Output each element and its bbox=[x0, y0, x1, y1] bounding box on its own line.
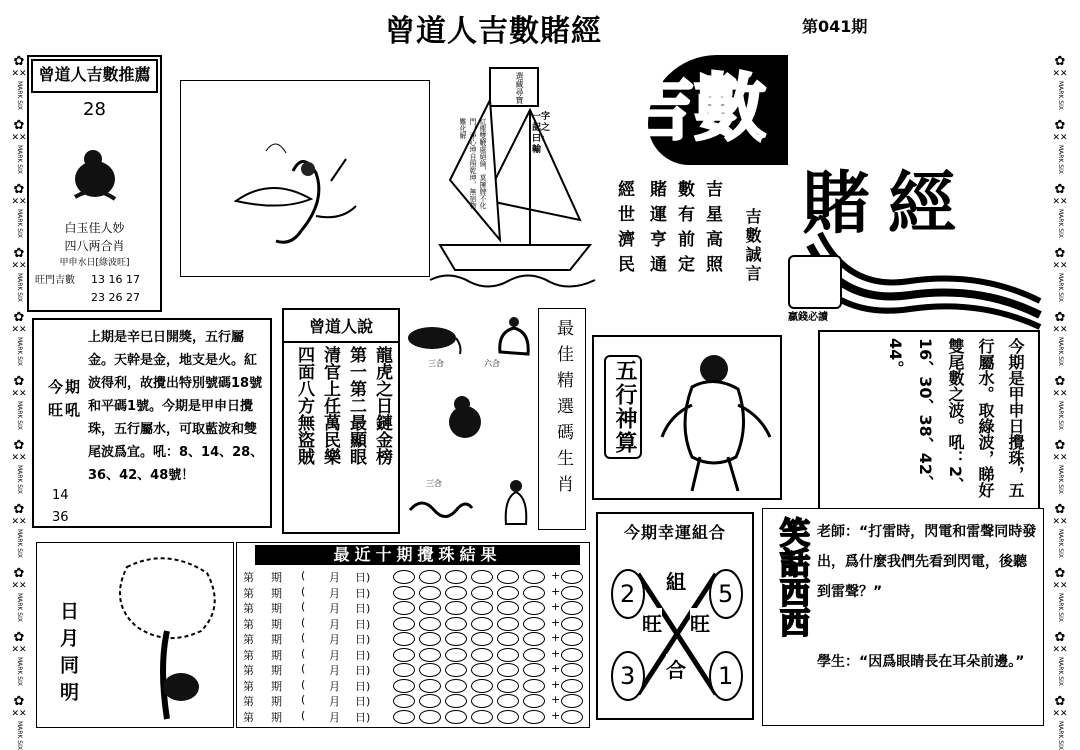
mark-six-text: MARK SIX bbox=[16, 656, 23, 686]
flower-icon: ✿ bbox=[13, 501, 25, 517]
wuxing-title: 五行神算 bbox=[604, 355, 642, 459]
result-cell: 月 bbox=[329, 695, 340, 708]
strip-unit bbox=[9, 439, 29, 494]
ball-slot bbox=[497, 570, 519, 584]
ball-slot bbox=[393, 679, 415, 693]
mark-glyph: ✕✕ bbox=[1052, 580, 1068, 591]
logo-word-2: 賭經 bbox=[802, 165, 975, 244]
deity-illustration bbox=[652, 345, 778, 495]
combo-n-bl: 3 bbox=[620, 662, 636, 690]
combo-c-right: 旺 bbox=[690, 608, 710, 637]
ball-slot bbox=[523, 586, 545, 600]
right-decor-strip bbox=[1050, 54, 1070, 750]
ball-slot bbox=[445, 601, 467, 615]
result-cell: 期 bbox=[271, 617, 282, 631]
ball-slot bbox=[497, 617, 519, 631]
joke-teacher: 老師：“打雷時，閃電和雷聲同時發出，爲什麼我們先看到閃電，後聽到雷聲？” bbox=[817, 524, 1037, 600]
ball-slot bbox=[471, 617, 493, 631]
flower-icon: ✿ bbox=[1054, 501, 1066, 517]
slogan-col-2: 數有前定 bbox=[674, 180, 694, 280]
mermaid-illustration bbox=[181, 81, 427, 274]
ball-slot bbox=[523, 679, 545, 693]
flower-icon: ✿ bbox=[13, 629, 25, 645]
zodiac-label-2: 六合 bbox=[484, 359, 500, 368]
mark-glyph: ✕✕ bbox=[11, 452, 27, 463]
mark-six-text: MARK SIX bbox=[1057, 272, 1064, 302]
ball-slot bbox=[419, 617, 441, 631]
ball-slot bbox=[523, 663, 545, 677]
recommend-box bbox=[27, 55, 162, 312]
special-ball-slot bbox=[561, 663, 583, 677]
strip-unit bbox=[1050, 311, 1070, 366]
strip-unit bbox=[1050, 695, 1070, 750]
mark-six-text: MARK SIX bbox=[16, 400, 23, 430]
page-title: 曾道人吉數賭經 bbox=[385, 14, 602, 49]
mark-six-text: MARK SIX bbox=[16, 336, 23, 366]
today-box bbox=[818, 330, 1040, 512]
mark-six-text: MARK SIX bbox=[16, 144, 23, 174]
result-cell: 日) bbox=[355, 571, 371, 584]
ball-slot bbox=[445, 679, 467, 693]
mark-six-text: MARK SIX bbox=[16, 272, 23, 302]
mark-six-text: MARK SIX bbox=[1057, 400, 1064, 430]
sunmoon-text: 日月同明 bbox=[57, 601, 79, 709]
results-box bbox=[236, 542, 590, 728]
result-cell: 月 bbox=[329, 633, 340, 646]
ball-slot bbox=[471, 710, 493, 724]
lucky-row-2: 23 26 27 bbox=[91, 291, 140, 304]
ball-slot bbox=[497, 632, 519, 646]
ball-slot bbox=[471, 632, 493, 646]
ball-slot bbox=[445, 632, 467, 646]
mark-glyph: ✕✕ bbox=[11, 516, 27, 527]
ball-slot bbox=[523, 632, 545, 646]
strip-unit bbox=[1050, 439, 1070, 494]
sail-flag: 選藏尋寶 bbox=[515, 72, 524, 104]
shuo-col-2: 第一第二最顯眼 bbox=[346, 346, 366, 465]
sail-caption: 一字記之曰：輸 bbox=[532, 112, 551, 155]
ball-slot bbox=[419, 663, 441, 677]
mark-glyph: ✕✕ bbox=[11, 69, 27, 79]
flower-icon: ✿ bbox=[1054, 245, 1066, 261]
result-cell: 日) bbox=[355, 664, 371, 677]
strip-unit bbox=[9, 247, 29, 302]
flower-icon: ✿ bbox=[13, 54, 25, 69]
special-ball-slot bbox=[561, 694, 583, 708]
sunmoon-box bbox=[36, 542, 234, 728]
result-cell: 日) bbox=[355, 586, 371, 600]
result-cell: 月 bbox=[329, 571, 340, 584]
mark-six-text: MARK SIX bbox=[1057, 81, 1064, 110]
ball-slot bbox=[523, 617, 545, 631]
result-cell: 月 bbox=[329, 617, 340, 631]
dragon-illustration bbox=[408, 494, 474, 524]
combo-title: 今期幸運組合 bbox=[623, 523, 726, 542]
ball-slot bbox=[497, 648, 519, 662]
joke-box bbox=[762, 508, 1044, 726]
rat-illustration bbox=[402, 320, 464, 356]
rooster-illustration bbox=[492, 312, 536, 358]
result-cell: ( bbox=[301, 615, 306, 629]
ball-slot bbox=[497, 710, 519, 724]
result-cell: ( bbox=[301, 708, 306, 722]
ball-slot bbox=[445, 617, 467, 631]
ball-slot bbox=[393, 648, 415, 662]
strip-unit bbox=[9, 631, 29, 686]
poem-line-3: 甲申水日[綠波旺] bbox=[59, 258, 130, 268]
ball-slot bbox=[497, 663, 519, 677]
issue-number: 第041期 bbox=[802, 17, 868, 36]
ball-slot bbox=[393, 694, 415, 708]
ball-slot bbox=[471, 601, 493, 615]
ball-slot bbox=[523, 570, 545, 584]
result-cell: 期 bbox=[271, 695, 282, 708]
mark-six-text: MARK SIX bbox=[1057, 656, 1064, 686]
ball-slot bbox=[523, 648, 545, 662]
result-cell: 期 bbox=[271, 664, 282, 677]
ball-slot bbox=[445, 710, 467, 724]
special-ball-slot bbox=[561, 648, 583, 662]
flower-icon: ✿ bbox=[13, 437, 25, 453]
result-cell: 期 bbox=[271, 571, 282, 584]
result-cell: 第 bbox=[243, 617, 254, 631]
mark-glyph: ✕✕ bbox=[1052, 644, 1068, 655]
ball-slot bbox=[419, 648, 441, 662]
result-cell: ( bbox=[301, 569, 306, 582]
ball-slot bbox=[445, 694, 467, 708]
wanghou-text: 上期是辛巳日開獎，五行屬金。天幹是金，地支是火。紅波得利，故攪出特別號碼18號和平碼1號。今期是甲申日攪珠，五行屬水，可取藍波和雙尾波爲宜。吼：8、14、28、36、42、48號！ bbox=[88, 330, 264, 483]
result-cell: 期 bbox=[271, 710, 282, 724]
mark-six-text: MARK SIX bbox=[16, 208, 23, 238]
result-cell: 日) bbox=[355, 695, 371, 708]
shuo-col-1: 龍虎之日鏈金榜 bbox=[372, 346, 392, 465]
result-cell: ( bbox=[301, 584, 306, 598]
wanghou-box bbox=[32, 318, 272, 528]
flower-icon: ✿ bbox=[1054, 309, 1066, 325]
plus-sign: + bbox=[551, 569, 561, 582]
wanghou-num-2: 36 bbox=[52, 510, 69, 525]
flower-icon: ✿ bbox=[13, 245, 25, 261]
mark-glyph: ✕✕ bbox=[1052, 69, 1068, 79]
sail-verse: 紅塵雙鞭處絕倫，莫擁牌不化門，淨心坤自照乾坤，無宿物難化解 bbox=[459, 118, 487, 209]
result-cell: 期 bbox=[271, 648, 282, 662]
result-cell: 月 bbox=[329, 664, 340, 677]
logo-word-1: 吉數 bbox=[622, 66, 767, 150]
tree-illustration bbox=[97, 547, 229, 723]
special-ball-slot bbox=[561, 601, 583, 615]
flower-icon: ✿ bbox=[1054, 693, 1066, 709]
coin-badge bbox=[788, 255, 842, 309]
wuxing-box bbox=[592, 335, 782, 500]
combo-c-bottom: 合 bbox=[666, 654, 686, 683]
mark-glyph: ✕✕ bbox=[1052, 516, 1068, 527]
result-cell: 日) bbox=[355, 633, 371, 646]
mark-six-text: MARK SIX bbox=[1057, 592, 1064, 622]
ball-slot bbox=[393, 617, 415, 631]
result-cell: 第 bbox=[243, 586, 254, 600]
special-ball-slot bbox=[561, 586, 583, 600]
ball-slot bbox=[419, 679, 441, 693]
slogan-col-4: 經世濟民 bbox=[614, 180, 634, 280]
strip-unit bbox=[1050, 183, 1070, 238]
strip-unit bbox=[9, 183, 29, 238]
result-cell: 月 bbox=[329, 679, 340, 693]
ball-slot bbox=[393, 570, 415, 584]
wanghou-label: 今期旺吼 bbox=[48, 378, 83, 419]
result-cell: 期 bbox=[271, 633, 282, 646]
mark-glyph: ✕✕ bbox=[1052, 260, 1068, 271]
mark-six-text: MARK SIX bbox=[1057, 464, 1064, 494]
ball-slot bbox=[497, 679, 519, 693]
strip-unit bbox=[9, 695, 29, 750]
result-cell: 第 bbox=[243, 571, 254, 584]
flower-icon: ✿ bbox=[1054, 181, 1066, 197]
result-cell: 第 bbox=[243, 602, 254, 615]
flower-icon: ✿ bbox=[13, 181, 25, 197]
strip-unit bbox=[9, 375, 29, 430]
combo-n-br: 1 bbox=[718, 662, 734, 690]
result-cell: 日) bbox=[355, 679, 371, 693]
shuo-col-4: 四面八方無盜賊 bbox=[294, 346, 314, 465]
ball-slot bbox=[445, 586, 467, 600]
result-cell: ( bbox=[301, 646, 306, 660]
result-cell: 第 bbox=[243, 710, 254, 724]
logo-top-block bbox=[600, 55, 788, 165]
flower-icon: ✿ bbox=[1054, 373, 1066, 389]
slogan-col-1: 吉星高照 bbox=[702, 180, 722, 280]
mark-glyph: ✕✕ bbox=[1052, 196, 1068, 207]
ball-slot bbox=[471, 679, 493, 693]
mark-glyph: ✕✕ bbox=[11, 388, 27, 399]
result-cell: 期 bbox=[271, 586, 282, 600]
mark-six-text: MARK SIX bbox=[1057, 528, 1064, 558]
ball-slot bbox=[471, 663, 493, 677]
slogan-col-3: 賭運亨通 bbox=[646, 180, 666, 280]
slogan-side: 吉數誠言 bbox=[743, 208, 762, 284]
special-ball-slot bbox=[561, 710, 583, 724]
mark-six-text: MARK SIX bbox=[1057, 336, 1064, 366]
result-cell: 第 bbox=[243, 679, 254, 693]
monkey-illustration bbox=[65, 145, 125, 205]
recommend-number: 28 bbox=[83, 99, 106, 120]
ball-slot bbox=[523, 601, 545, 615]
ball-slot bbox=[419, 586, 441, 600]
strip-unit bbox=[9, 567, 29, 622]
combo-n-tl: 2 bbox=[620, 580, 636, 608]
ball-slot bbox=[393, 601, 415, 615]
flower-icon: ✿ bbox=[1054, 565, 1066, 581]
special-ball-slot bbox=[561, 617, 583, 631]
flower-icon: ✿ bbox=[1054, 629, 1066, 645]
result-cell: 期 bbox=[271, 679, 282, 693]
mark-six-text: MARK SIX bbox=[1057, 720, 1064, 750]
monkey-illustration-2 bbox=[440, 392, 490, 442]
strip-unit bbox=[1050, 631, 1070, 686]
ball-slot bbox=[471, 694, 493, 708]
plus-sign: + bbox=[551, 662, 561, 675]
strip-unit bbox=[1050, 247, 1070, 302]
result-cell: ( bbox=[301, 631, 306, 644]
ball-slot bbox=[393, 586, 415, 600]
plus-sign: + bbox=[551, 646, 561, 660]
mark-glyph: ✕✕ bbox=[11, 644, 27, 655]
flower-icon: ✿ bbox=[13, 117, 25, 133]
ball-slot bbox=[393, 663, 415, 677]
ball-slot bbox=[419, 601, 441, 615]
ball-slot bbox=[445, 570, 467, 584]
mark-six-text: MARK SIX bbox=[1057, 208, 1064, 238]
left-decor-strip bbox=[9, 54, 29, 750]
mark-glyph: ✕✕ bbox=[11, 132, 27, 143]
result-cell: 日) bbox=[355, 648, 371, 662]
result-cell: 第 bbox=[243, 633, 254, 646]
ball-slot bbox=[497, 694, 519, 708]
plus-sign: + bbox=[551, 693, 561, 706]
poem-line-1: 白玉佳人妙 bbox=[64, 221, 125, 235]
result-cell: 月 bbox=[329, 710, 340, 724]
ball-slot bbox=[419, 570, 441, 584]
mark-six-text: MARK SIX bbox=[1057, 144, 1064, 174]
combo-n-tr: 5 bbox=[718, 580, 734, 608]
plus-sign: + bbox=[551, 600, 561, 613]
shuo-col-3: 清官上任萬民樂 bbox=[320, 346, 340, 465]
mark-glyph: ✕✕ bbox=[1052, 324, 1068, 335]
result-cell: 日) bbox=[355, 602, 371, 615]
plus-sign: + bbox=[551, 677, 561, 691]
result-cell: 第 bbox=[243, 695, 254, 708]
today-text: 今期是甲申日攪珠，五行屬水。取綠波，睇好雙尾數之波。吼：2、16、30、38、42、44。 bbox=[886, 338, 1025, 498]
lucky-row-1: 13 16 17 bbox=[91, 273, 140, 286]
result-cell: 月 bbox=[329, 586, 340, 600]
ball-slot bbox=[419, 694, 441, 708]
mark-glyph: ✕✕ bbox=[1052, 452, 1068, 463]
ball-slot bbox=[471, 570, 493, 584]
ball-slot bbox=[471, 586, 493, 600]
ball-slot bbox=[445, 648, 467, 662]
ball-slot bbox=[445, 663, 467, 677]
joke-student: 學生：“因爲眼睛長在耳朵前邊。” bbox=[817, 654, 1025, 670]
mark-glyph: ✕✕ bbox=[11, 708, 27, 719]
strip-unit bbox=[1050, 567, 1070, 622]
result-cell: ( bbox=[301, 600, 306, 613]
result-cell: 月 bbox=[329, 602, 340, 615]
figure-illustration bbox=[496, 478, 534, 526]
best-pick-box bbox=[538, 308, 586, 530]
strip-unit bbox=[1050, 503, 1070, 558]
flower-icon: ✿ bbox=[1054, 117, 1066, 133]
mark-six-text: MARK SIX bbox=[16, 464, 23, 494]
flower-icon: ✿ bbox=[1054, 54, 1066, 69]
strip-unit bbox=[9, 311, 29, 366]
flower-icon: ✿ bbox=[13, 693, 25, 709]
zodiac-label-1: 三合 bbox=[428, 359, 444, 368]
plus-sign: + bbox=[551, 615, 561, 629]
mark-six-text: MARK SIX bbox=[16, 81, 23, 110]
mark-glyph: ✕✕ bbox=[11, 260, 27, 271]
combo-c-top: 組 bbox=[666, 566, 686, 595]
result-cell: ( bbox=[301, 693, 306, 706]
mermaid-picture bbox=[180, 80, 430, 277]
mark-six-text: MARK SIX bbox=[16, 592, 23, 622]
mark-glyph: ✕✕ bbox=[11, 580, 27, 591]
zodiac-label-3: 三合 bbox=[426, 479, 442, 488]
special-ball-slot bbox=[561, 632, 583, 646]
strip-unit bbox=[1050, 55, 1070, 110]
strip-unit bbox=[9, 503, 29, 558]
result-cell: 月 bbox=[329, 648, 340, 662]
shuo-box bbox=[282, 308, 400, 534]
mark-six-text: MARK SIX bbox=[16, 720, 23, 750]
recommend-title: 曾道人吉數推薦 bbox=[31, 59, 158, 93]
mark-glyph: ✕✕ bbox=[11, 324, 27, 335]
combo-c-left: 旺 bbox=[642, 608, 662, 637]
flower-icon: ✿ bbox=[13, 309, 25, 325]
flower-icon: ✿ bbox=[1054, 437, 1066, 453]
joke-side: 笑話西西 bbox=[774, 517, 809, 637]
result-cell: 期 bbox=[271, 602, 282, 615]
strip-unit bbox=[1050, 119, 1070, 174]
ball-slot bbox=[393, 632, 415, 646]
poem-line-2: 四八两合肖 bbox=[64, 239, 125, 253]
logo-subtitle: 贏錢必讀 bbox=[788, 312, 828, 323]
result-cell: 日) bbox=[355, 710, 371, 724]
plus-sign: + bbox=[551, 631, 561, 644]
shuo-title: 曾道人說 bbox=[284, 314, 398, 343]
mark-glyph: ✕✕ bbox=[1052, 708, 1068, 719]
result-cell: 第 bbox=[243, 648, 254, 662]
mark-glyph: ✕✕ bbox=[11, 196, 27, 207]
plus-sign: + bbox=[551, 584, 561, 598]
strip-unit bbox=[1050, 375, 1070, 430]
combo-box bbox=[596, 512, 754, 720]
ball-slot bbox=[393, 710, 415, 724]
strip-unit bbox=[9, 55, 29, 110]
ball-slot bbox=[497, 586, 519, 600]
ball-slot bbox=[419, 710, 441, 724]
result-cell: ( bbox=[301, 662, 306, 675]
flower-icon: ✿ bbox=[13, 565, 25, 581]
strip-unit bbox=[9, 119, 29, 174]
ball-slot bbox=[497, 601, 519, 615]
mark-glyph: ✕✕ bbox=[1052, 388, 1068, 399]
wanghou-num-1: 14 bbox=[52, 488, 69, 503]
ball-slot bbox=[523, 710, 545, 724]
result-cell: 日) bbox=[355, 617, 371, 631]
result-cell: ( bbox=[301, 677, 306, 691]
ball-slot bbox=[523, 694, 545, 708]
ball-slot bbox=[471, 648, 493, 662]
mark-glyph: ✕✕ bbox=[1052, 132, 1068, 143]
result-cell: 第 bbox=[243, 664, 254, 677]
special-ball-slot bbox=[561, 570, 583, 584]
best-pick-text: 最佳精選碼生肖 bbox=[553, 319, 573, 501]
plus-sign: + bbox=[551, 708, 561, 722]
results-rows bbox=[243, 569, 583, 725]
lucky-label: 旺門吉數 bbox=[35, 275, 75, 286]
results-title: 最近十期攪珠結果 bbox=[255, 545, 580, 565]
flower-icon: ✿ bbox=[13, 373, 25, 389]
mark-six-text: MARK SIX bbox=[16, 528, 23, 558]
ball-slot bbox=[419, 632, 441, 646]
special-ball-slot bbox=[561, 679, 583, 693]
